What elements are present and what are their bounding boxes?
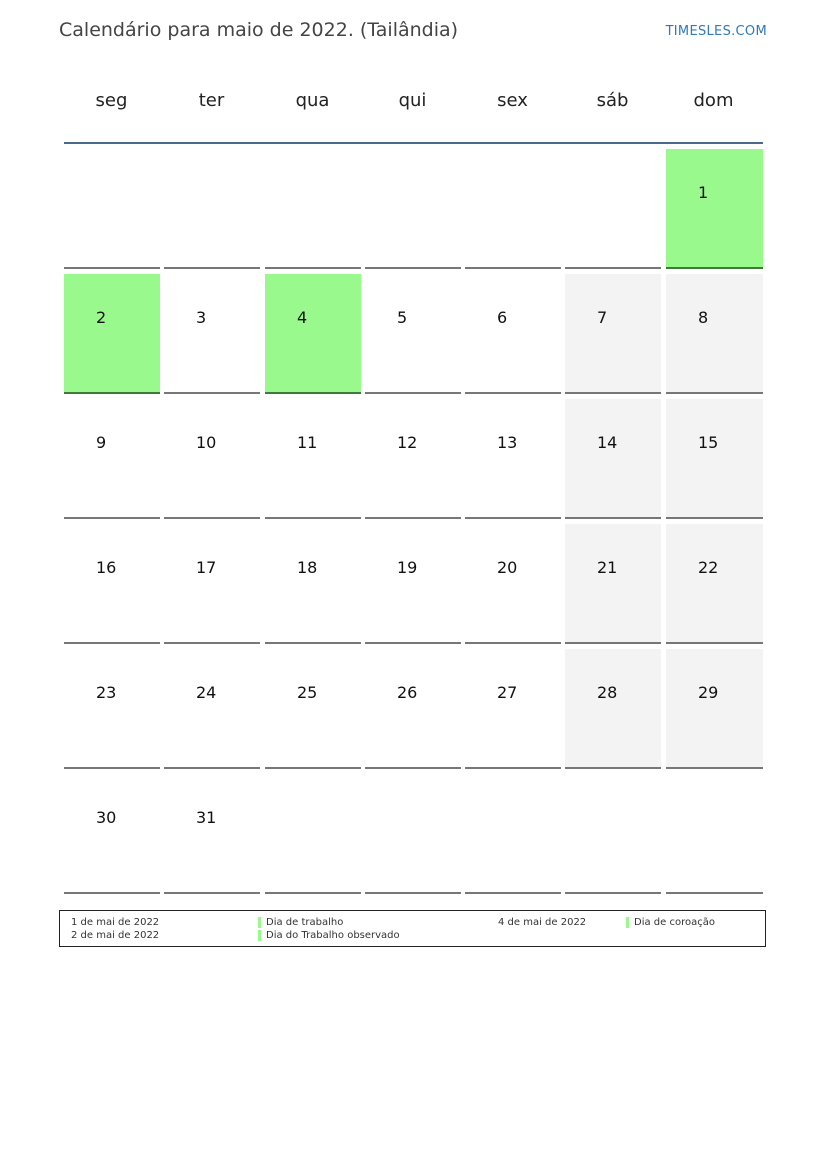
- day-cell[interactable]: [64, 524, 160, 644]
- day-cell[interactable]: [666, 524, 763, 644]
- day-number: 3: [196, 308, 207, 327]
- day-cell[interactable]: [565, 274, 661, 394]
- day-number: 24: [196, 683, 217, 702]
- empty-day-cell: [64, 149, 160, 269]
- empty-day-cell: [164, 149, 260, 269]
- holiday-marker: [258, 917, 261, 928]
- day-cell[interactable]: [265, 274, 361, 394]
- weekday-sun: dom: [693, 90, 734, 111]
- day-number: 19: [397, 558, 418, 577]
- day-cell[interactable]: [64, 774, 160, 894]
- empty-day-cell: [465, 774, 561, 894]
- calendar-grid: [64, 149, 763, 895]
- empty-day-cell: [265, 149, 361, 269]
- day-number: 16: [96, 558, 117, 577]
- day-number: 20: [497, 558, 518, 577]
- day-number: 8: [698, 308, 709, 327]
- day-cell[interactable]: [666, 649, 763, 769]
- holiday-marker: [258, 930, 261, 941]
- day-cell[interactable]: [64, 399, 160, 519]
- day-number: 1: [698, 183, 709, 202]
- day-cell[interactable]: [465, 649, 561, 769]
- day-number: 15: [698, 433, 719, 452]
- day-cell[interactable]: [265, 524, 361, 644]
- day-cell[interactable]: [565, 524, 661, 644]
- legend-holiday-name: Dia do Trabalho observado: [266, 930, 400, 941]
- weekday-thu: qui: [398, 90, 427, 111]
- legend-date: 4 de mai de 2022: [498, 917, 587, 928]
- day-number: 14: [597, 433, 618, 452]
- holiday-marker: [626, 917, 629, 928]
- day-number: 22: [698, 558, 719, 577]
- day-number: 25: [297, 683, 318, 702]
- holiday-legend: [59, 910, 766, 947]
- page-title: Calendário para maio de 2022. (Tailândia): [59, 19, 459, 41]
- header-divider: [64, 142, 763, 144]
- day-cell[interactable]: [265, 649, 361, 769]
- day-cell[interactable]: [465, 274, 561, 394]
- day-cell[interactable]: [164, 649, 260, 769]
- weekday-fri: sex: [497, 90, 528, 111]
- day-number: 10: [196, 433, 217, 452]
- day-number: 29: [698, 683, 719, 702]
- day-cell[interactable]: [164, 774, 260, 894]
- empty-day-cell: [265, 774, 361, 894]
- day-cell[interactable]: [666, 149, 763, 269]
- weekday-wed: qua: [295, 90, 330, 111]
- day-number: 21: [597, 558, 618, 577]
- day-cell[interactable]: [565, 399, 661, 519]
- day-cell[interactable]: [465, 399, 561, 519]
- day-number: 2: [96, 308, 107, 327]
- day-number: 6: [497, 308, 508, 327]
- day-cell[interactable]: [365, 399, 461, 519]
- day-cell[interactable]: [64, 274, 160, 394]
- day-number: 9: [96, 433, 107, 452]
- day-number: 27: [497, 683, 518, 702]
- day-cell[interactable]: [365, 649, 461, 769]
- legend-date: 1 de mai de 2022: [71, 917, 160, 928]
- day-number: 23: [96, 683, 117, 702]
- day-number: 31: [196, 808, 217, 827]
- day-number: 12: [397, 433, 418, 452]
- day-number: 4: [297, 308, 308, 327]
- day-cell[interactable]: [164, 524, 260, 644]
- day-number: 7: [597, 308, 608, 327]
- legend-holiday-name: Dia de coroação: [634, 917, 715, 928]
- day-cell[interactable]: [64, 649, 160, 769]
- day-cell[interactable]: [666, 399, 763, 519]
- empty-day-cell: [666, 774, 763, 894]
- weekday-sat: sáb: [596, 90, 629, 111]
- day-number: 13: [497, 433, 518, 452]
- day-cell[interactable]: [365, 524, 461, 644]
- day-cell[interactable]: [365, 274, 461, 394]
- empty-day-cell: [365, 774, 461, 894]
- legend-holiday-name: Dia de trabalho: [266, 917, 344, 928]
- day-number: 11: [297, 433, 318, 452]
- day-cell[interactable]: [465, 524, 561, 644]
- day-number: 5: [397, 308, 408, 327]
- day-number: 26: [397, 683, 418, 702]
- legend-date: 2 de mai de 2022: [71, 930, 160, 941]
- day-number: 18: [297, 558, 318, 577]
- empty-day-cell: [365, 149, 461, 269]
- weekday-tue: ter: [198, 90, 225, 111]
- day-cell[interactable]: [164, 274, 260, 394]
- empty-day-cell: [465, 149, 561, 269]
- day-cell[interactable]: [265, 399, 361, 519]
- day-cell[interactable]: [666, 274, 763, 394]
- day-number: 30: [96, 808, 117, 827]
- day-cell[interactable]: [164, 399, 260, 519]
- empty-day-cell: [565, 774, 661, 894]
- weekday-header: [64, 78, 763, 130]
- brand-logo[interactable]: TIMESLES.COM: [665, 24, 767, 39]
- day-number: 28: [597, 683, 618, 702]
- day-cell[interactable]: [565, 649, 661, 769]
- day-number: 17: [196, 558, 217, 577]
- weekday-mon: seg: [95, 90, 128, 111]
- empty-day-cell: [565, 149, 661, 269]
